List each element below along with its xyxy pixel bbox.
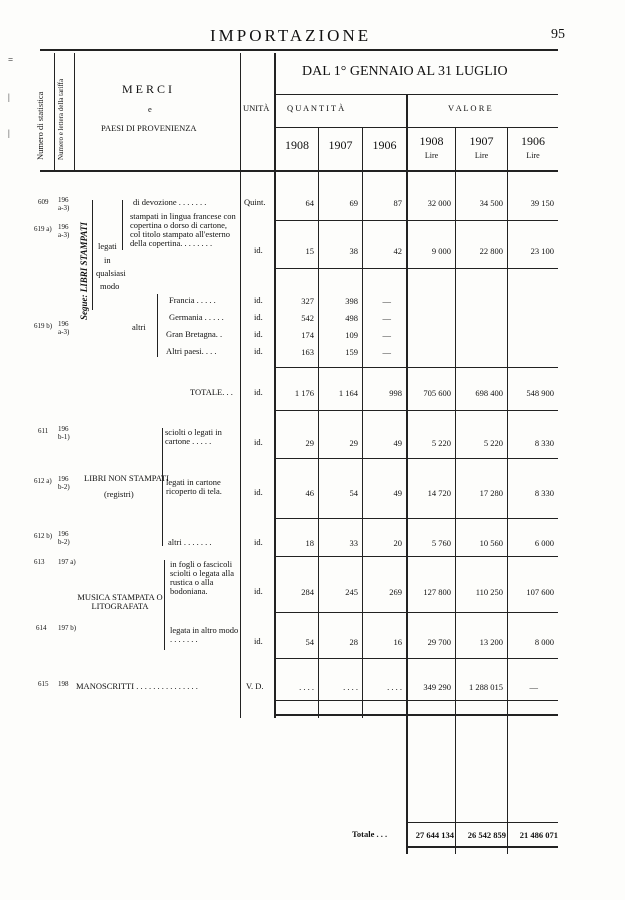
q-1908: 54 [305,637,314,647]
v-1906: 8 330 [534,488,554,498]
year-v-1906: 1906 [521,134,545,148]
q-1908: 174 [301,330,314,340]
tariff-number: 198 [58,680,69,688]
row-desc: Francia . . . . . [169,295,216,305]
row-unit: id. [254,586,263,596]
q-1908: 542 [301,313,314,323]
v-1907: 13 200 [479,637,503,647]
row-unit: id. [254,312,263,322]
q-1908: 29 [305,438,314,448]
q-1907: 69 [349,198,358,208]
row-desc: Germania . . . . . [169,312,224,322]
stat-number: 614 [36,624,47,632]
v-1906: 107 600 [526,587,554,597]
row-unit: Quint. [244,197,266,207]
q-1907: 245 [345,587,358,597]
year-q-1908: 1908 [285,138,309,152]
row-desc: di devozione . . . . . . . [133,197,207,207]
q-1907: 33 [349,538,358,548]
margin-mark: = [8,55,14,65]
v-1908: 5 760 [431,538,451,548]
margin-mark: | [8,128,10,138]
grand-total-1906: 21 486 071 [519,830,558,840]
legati-label: in [104,255,111,265]
brace [162,428,163,546]
margin-mark: | [8,92,10,102]
tariff-number: 197 b) [58,624,77,632]
row-desc: in fogli o fascicoli sciolti o legata alla rustica o alla bodoniana. [170,559,234,596]
v-1907: 5 220 [483,438,503,448]
tariff-number: 197 a) [58,558,76,566]
legati-label: modo [100,281,120,291]
q-1908: 284 [301,587,314,597]
row-unit: id. [254,387,263,397]
q-1907: 1 164 [338,388,358,398]
row-unit: id. [254,295,263,305]
brace [157,294,158,357]
q-1906: — [382,347,391,357]
q-1908: 163 [301,347,314,357]
q-1906: 998 [389,388,402,398]
q-1908: 327 [301,296,314,306]
v-1906: 6 000 [534,538,554,548]
q-1908: 15 [305,246,314,256]
libri-non-stampati-label: LIBRI NON STAMPATI [84,473,169,483]
v-1907: 17 280 [479,488,503,498]
row-desc: MANOSCRITTI . . . . . . . . . . . . . . . [76,681,198,691]
stat-number: 619 b) [34,322,53,330]
totale-label: TOTALE. . . [190,387,233,397]
q-1906: 16 [393,637,402,647]
stat-number: 613 [34,558,45,566]
tariff-number: 196 a-3) [58,320,70,336]
grand-total-1908: 27 644 134 [415,830,454,840]
grand-total-label: Totale . . . [352,829,388,839]
tariff-number: 196 b-1) [58,425,70,441]
row-unit: id. [254,329,263,339]
row-unit: id. [254,636,263,646]
page-title: IMPORTAZIONE [210,26,372,45]
v-1907: 110 250 [475,587,503,597]
registri-label: (registri) [104,489,134,499]
q-1907: 159 [345,347,358,357]
year-v-1907: 1907 [469,134,494,148]
v-1907: 34 500 [479,198,503,208]
v-1906: 23 100 [530,246,554,256]
musica-label: MUSICA STAMPATA O LITOGRAFATA [77,592,163,611]
q-1907: 38 [349,246,358,256]
v-1907: 1 288 015 [469,682,503,692]
stat-number: 615 [38,680,49,688]
row-unit: id. [254,487,263,497]
q-1907: 54 [349,488,358,498]
altri-label: altri [132,322,146,332]
v-1908: 9 000 [431,246,451,256]
v-1908: 32 000 [427,198,451,208]
row-desc: legata in altro modo . . . . . . . [170,625,239,644]
tariff-number: 196 a-3) [58,196,70,212]
v-1907: 10 560 [479,538,503,548]
row-unit: id. [254,437,263,447]
valore-label: V A L O R E [448,103,492,113]
q-1906: . . . . [387,682,402,692]
q-1908: 46 [305,488,314,498]
grand-total-1907: 26 542 859 [467,830,506,840]
row-unit: id. [254,537,263,547]
legati-label: qualsiasi [96,268,126,278]
lire-label: Lire [474,151,489,160]
year-v-1908: 1908 [419,134,444,148]
merci-label: MERCI [122,82,176,96]
v-1906: 548 900 [526,388,554,398]
stat-number: 612 a) [34,477,52,485]
row-desc: sciolti o legati in cartone . . . . . [165,427,222,446]
stat-number-header: Numero di statistica [35,91,45,160]
stat-number: 619 a) [34,225,52,233]
q-1908: 64 [305,198,314,208]
q-1906: — [382,330,391,340]
q-1907: 109 [345,330,358,340]
row-desc: Gran Bretagna. . [166,329,223,339]
tariff-number: 196 a-3) [58,223,70,239]
v-1908: 5 220 [431,438,451,448]
legati-label: legati [98,241,117,251]
tariff-number: 196 b-2) [58,530,70,546]
brace [92,200,93,310]
q-1907: . . . . [343,682,358,692]
q-1908: 1 176 [294,388,314,398]
e-label: e [148,104,152,114]
q-1906: — [382,296,391,306]
lire-label: Lire [526,151,540,160]
v-1906: 8 000 [534,637,554,647]
tariff-number: 196 b-2) [58,475,70,491]
row-desc: legati in cartone ricoperto di tela. [166,477,222,496]
row-unit: V. D. [246,681,264,691]
row-desc: stampati in lingua francese con copertina o dorso di cartone, col titolo stampato all'esterno della copertina. . . . . . . . [130,211,236,248]
q-1906: 269 [389,587,402,597]
q-1908: . . . . [299,682,314,692]
v-1908: 29 700 [427,637,451,647]
v-1908: 127 800 [423,587,451,597]
v-1908: 705 600 [423,388,451,398]
q-1906: 49 [393,438,402,448]
q-1906: 20 [393,538,402,548]
q-1906: 87 [393,198,402,208]
lire-label: Lire [424,151,439,160]
v-1906: 39 150 [530,198,554,208]
row-desc: Altri paesi. . . . [166,346,217,356]
v-1906: — [529,682,538,692]
q-1907: 498 [345,313,358,323]
stat-number: 609 [38,198,49,206]
page-number: 95 [551,27,565,42]
q-1907: 28 [349,637,358,647]
unita-label: UNITÀ [243,103,270,113]
libri-stampati-group: Segue: LIBRI STAMPATI [79,222,89,320]
year-q-1907: 1907 [328,138,353,152]
q-1906: — [382,313,391,323]
v-1907: 22 800 [479,246,503,256]
v-1907: 698 400 [475,388,503,398]
q-1907: 398 [345,296,358,306]
row-unit: id. [254,245,263,255]
q-1906: 42 [393,246,402,256]
q-1906: 49 [393,488,402,498]
q-1907: 29 [349,438,358,448]
brace [122,200,123,250]
v-1906: 8 330 [534,438,554,448]
year-q-1906: 1906 [372,138,397,152]
v-1908: 14 720 [427,488,451,498]
stat-number: 611 [38,427,49,435]
v-1908: 349 290 [423,682,451,692]
row-unit: id. [254,346,263,356]
title-rule [40,49,558,51]
paesi-label: PAESI DI PROVENIENZA [101,123,197,133]
period-label: DAL 1° GENNAIO AL 31 LUGLIO [302,64,508,79]
row-desc: altri . . . . . . . [168,537,212,547]
quantita-label: Q U A N T I T À [287,103,345,113]
stat-number: 612 b) [34,532,53,540]
tariff-number-header: Numero e lettera della tariffa [57,78,65,160]
brace [164,560,165,650]
q-1908: 18 [305,538,314,548]
